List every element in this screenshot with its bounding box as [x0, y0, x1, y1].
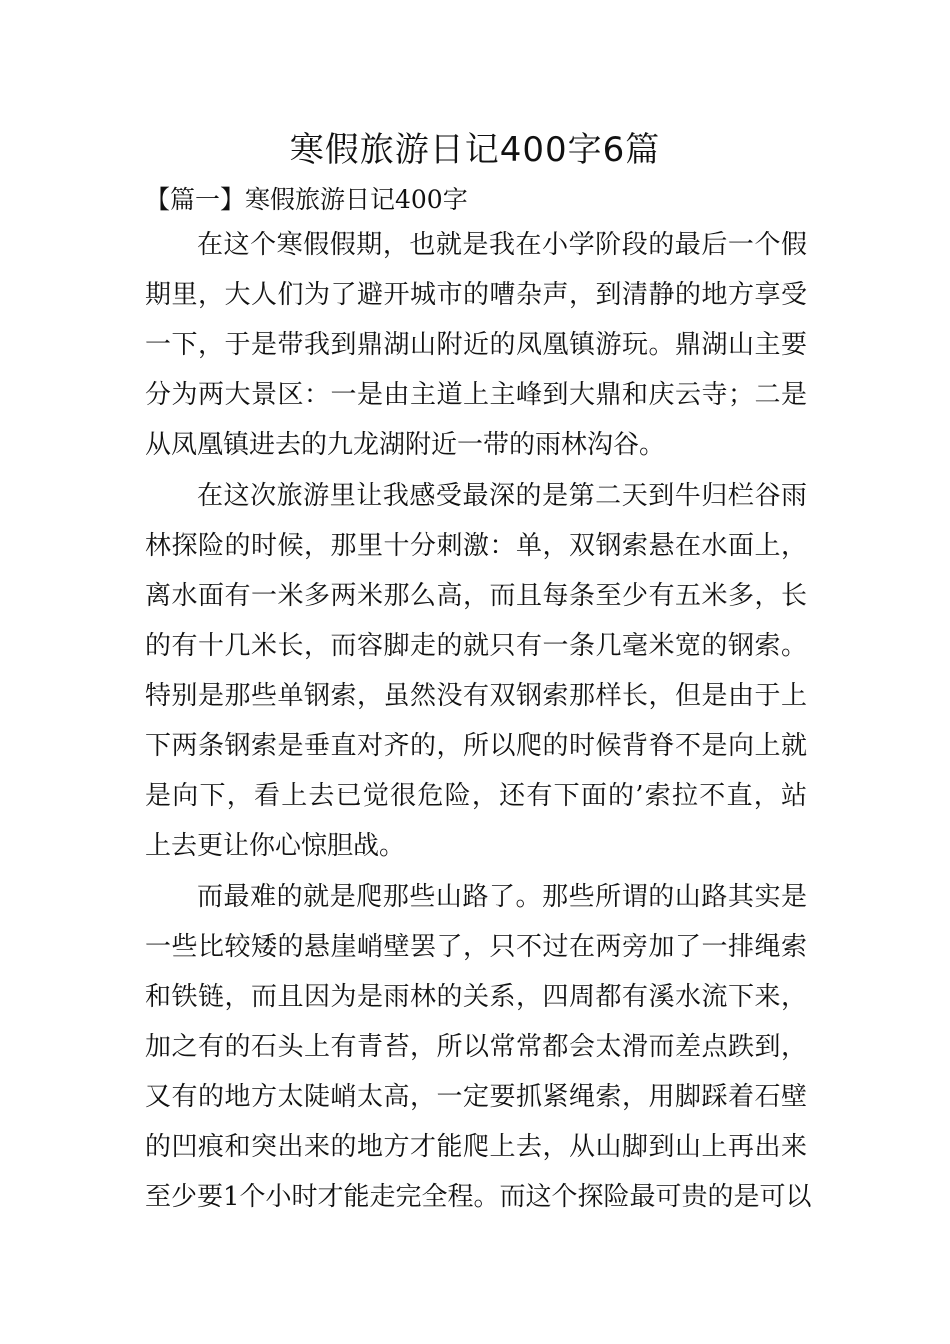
paragraph-3-line-3: 和铁链，而且因为是雨林的关系，四周都有溪水流下来，	[145, 982, 807, 1012]
paragraph-2-line-8: 上去更让你心惊胆战。	[145, 831, 406, 861]
paragraph-2-line-7: 是向下，看上去已觉很危险，还有下面的’索拉不直，站	[145, 781, 807, 811]
paragraph-1-line-1: 在这个寒假假期，也就是我在小学阶段的最后一个假	[197, 230, 807, 260]
paragraph-3-line-7: 至少要1个小时才能走完全程。而这个探险最可贵的是可以	[145, 1182, 812, 1212]
paragraph-2-line-1: 在这次旅游里让我感受最深的是第二天到牛归栏谷雨	[197, 481, 807, 511]
paragraph-3-line-6: 的凹痕和突出来的地方才能爬上去，从山脚到山上再出来	[145, 1132, 807, 1162]
paragraph-2-line-3: 离水面有一米多两米那么高，而且每条至少有五米多，长	[145, 581, 807, 611]
paragraph-1-line-4: 分为两大景区：一是由主道上主峰到大鼎和庆云寺；二是	[145, 380, 807, 410]
paragraph-2-line-5: 特别是那些单钢索，虽然没有双钢索那样长，但是由于上	[145, 681, 807, 711]
paragraph-3-line-4: 加之有的石头上有青苔，所以常常都会太滑而差点跌到，	[145, 1032, 807, 1062]
paragraph-2-line-6: 下两条钢索是垂直对齐的，所以爬的时候背脊不是向上就	[145, 731, 807, 761]
section-heading: 【篇一】寒假旅游日记400字	[145, 185, 468, 214]
paragraph-3-line-2: 一些比较矮的悬崖峭壁罢了，只不过在两旁加了一排绳索	[145, 932, 807, 962]
paragraph-1-line-2: 期里，大人们为了避开城市的嘈杂声，到清静的地方享受	[145, 280, 807, 310]
paragraph-2-line-4: 的有十几米长，而容脚走的就只有一条几毫米宽的钢索。	[145, 631, 807, 661]
paragraph-1-line-3: 一下，于是带我到鼎湖山附近的凤凰镇游玩。鼎湖山主要	[145, 330, 807, 360]
paragraph-1-line-5: 从凤凰镇进去的九龙湖附近一带的雨林沟谷。	[145, 430, 666, 460]
document-title: 寒假旅游日记400字6篇	[289, 130, 661, 170]
paragraph-3-line-1: 而最难的就是爬那些山路了。那些所谓的山路其实是	[197, 882, 807, 912]
paragraph-2-line-2: 林探险的时候，那里十分刺激：单，双钢索悬在水面上，	[145, 531, 807, 561]
paragraph-3-line-5: 又有的地方太陡峭太高，一定要抓紧绳索，用脚踩着石壁	[145, 1082, 807, 1112]
